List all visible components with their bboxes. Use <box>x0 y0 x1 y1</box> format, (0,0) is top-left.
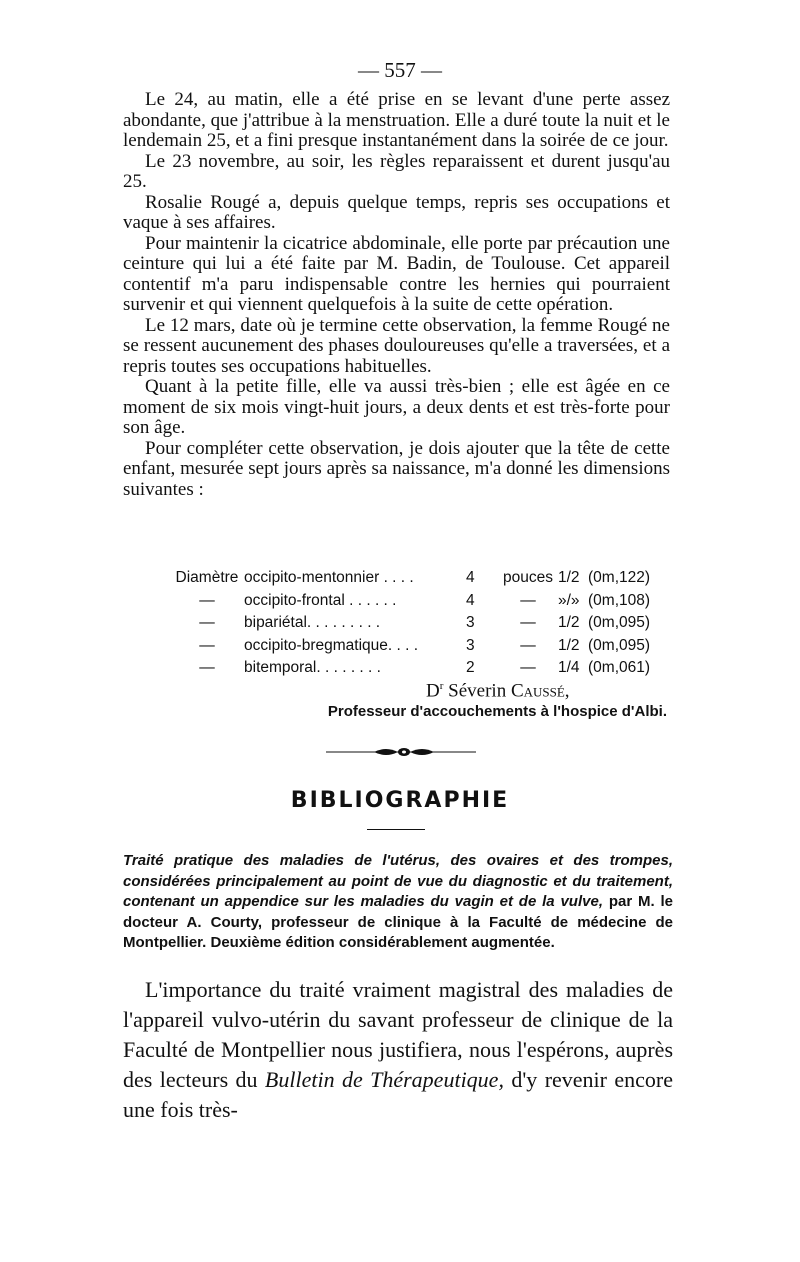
dimension-unit: — <box>520 614 536 632</box>
dimension-inches: 2 <box>466 659 475 677</box>
paragraph: Quant à la petite fille, elle va aussi très-bien ; elle est âgée en ce moment de six mois vingt-huit jours, a deux dents et est très-forte pour son âge. <box>123 376 670 438</box>
observation-text <box>123 90 670 500</box>
dimension-inches: 3 <box>466 636 475 654</box>
dimension-unit: — <box>520 636 536 654</box>
book-reference <box>123 851 673 954</box>
dimension-row <box>170 567 650 590</box>
dimension-row <box>170 590 650 613</box>
dimension-inches: 4 <box>466 591 475 609</box>
dimension-label: Diamètre <box>175 569 239 587</box>
dimension-metric: (0m,122) <box>588 569 651 587</box>
dimension-inches: 3 <box>466 614 475 632</box>
dimension-label: — <box>199 591 215 609</box>
dimension-metric: (0m,095) <box>588 614 651 632</box>
dimension-inches: 4 <box>466 569 475 587</box>
title-abbrev-sup: r <box>439 680 444 692</box>
dimension-name: bipariétal. . . . . . . . . <box>244 614 381 632</box>
review-text-after: d'y revenir encore une fois très- <box>123 1067 674 1122</box>
author-last-name: Caussé, <box>510 680 570 702</box>
paragraph: Rosalie Rougé a, depuis quelque temps, repris ses occupations et vaque à ses affaires. <box>123 191 670 233</box>
author-signature <box>426 680 570 702</box>
review-paragraph <box>123 975 673 1125</box>
title-rule <box>367 829 425 830</box>
ornament-divider <box>326 745 476 759</box>
dimension-row <box>170 657 650 680</box>
dimension-fraction: 1/2 <box>558 614 580 632</box>
paragraph: Pour compléter cette observation, je dois ajouter que la tête de cette enfant, mesurée sept jours après sa naissance, m'a donné les dimensions suivantes : <box>123 437 670 500</box>
dimension-row <box>170 635 650 658</box>
paragraph: Le 12 mars, date où je termine cette observation, la femme Rougé ne se ressent aucunement des phases douloureuses qu'elle a traversées, et a repris toutes ses occupations habituelles. <box>123 314 670 377</box>
author-first-name: Séverin <box>448 680 507 702</box>
dimension-label: — <box>199 614 215 632</box>
dimension-name: bitemporal. . . . . . . . <box>244 659 381 677</box>
dimension-metric: (0m,095) <box>588 636 651 654</box>
page-number: — 557 — <box>358 58 442 82</box>
dimension-fraction: 1/2 <box>558 636 580 654</box>
book-title: Traité pratique des maladies de l'utérus, des ovaires et des trompes, considérées principalement au point de vue du diagnostic et du traitement, contenant un appendice sur les maladies du vagin et de la vulve, <box>123 852 673 910</box>
journal-title: Bulletin de Thérapeutique, <box>264 1067 504 1092</box>
dimension-fraction: »/» <box>558 591 580 609</box>
dimension-unit: pouces <box>503 569 553 587</box>
dimension-metric: (0m,061) <box>588 659 651 677</box>
title-abbrev: D <box>426 680 440 702</box>
paragraph: Pour maintenir la cicatrice abdominale, elle porte par précaution une ceinture qui lui a été faite par M. Badin, de Toulouse. Cet appareil contentif m'a paru indispensable contre les hernies qui pourraient survenir et qui viennent quelquefois à la suite de cette opération. <box>123 232 670 315</box>
dimension-row <box>170 612 650 635</box>
book-author: par M. le docteur A. Courty, professeur de clinique à la Faculté de médecine de Montpellier. Deuxième édition considérablement augmentée. <box>123 893 673 951</box>
dimension-label: — <box>199 659 215 677</box>
dimension-fraction: 1/2 <box>558 569 580 587</box>
dimension-unit: — <box>520 591 536 609</box>
dimension-name: occipito-frontal . . . . . . <box>244 591 397 609</box>
review-text-before: L'importance du traité vraiment magistral des maladies de l'appareil vulvo-utérin du savant professeur de clinique de la Faculté de Montpellier nous justifiera, nous l'espérons, auprès des lecteurs du <box>123 977 673 1092</box>
dimension-metric: (0m,108) <box>588 591 651 609</box>
dimension-unit: — <box>520 659 536 677</box>
dimension-fraction: 1/4 <box>558 659 580 677</box>
dimension-name: occipito-bregmatique. . . . <box>244 636 419 654</box>
author-affiliation: Professeur d'accouchements à l'hospice d'Albi. <box>327 703 667 720</box>
dimension-label: — <box>199 636 215 654</box>
section-title: BIBLIOGRAPHIE <box>290 788 510 813</box>
dimension-name: occipito-mentonnier . . . . <box>244 569 414 587</box>
review-text <box>123 975 673 1125</box>
paragraph: Le 24, au matin, elle a été prise en se levant d'une perte assez abondante, que j'attribue à la menstruation. Elle a duré toute la nuit et le lendemain 25, et a fini presque instantanément dans la soirée de ce jour. <box>123 89 670 151</box>
dimensions-table <box>170 567 650 680</box>
paragraph: Le 23 novembre, au soir, les règles reparaissent et durent jusqu'au 25. <box>123 150 670 192</box>
